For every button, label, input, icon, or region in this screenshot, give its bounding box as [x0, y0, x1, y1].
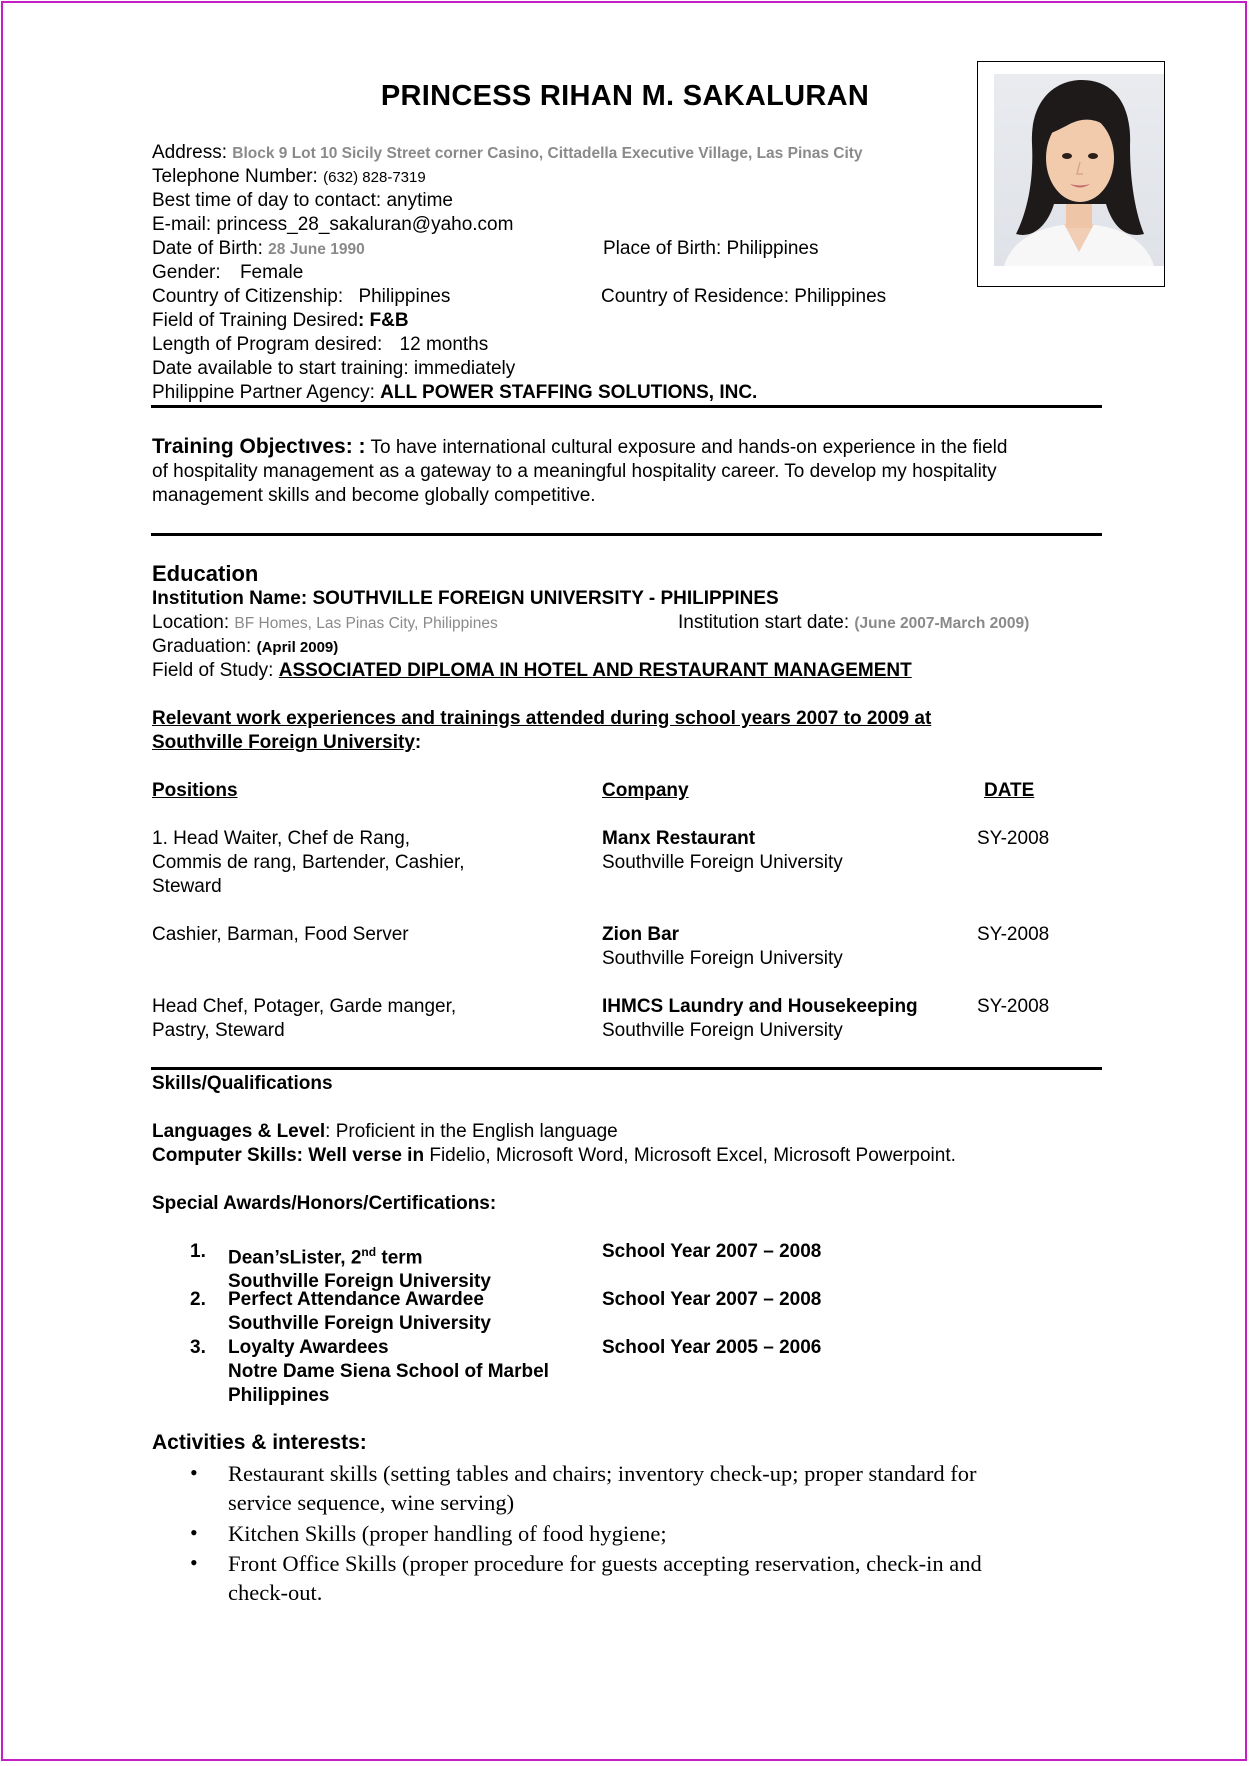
start-label: Institution start date: [678, 612, 850, 633]
start-date-line: Date available to start training: immediately [152, 358, 516, 379]
languages-line [152, 1120, 618, 1144]
activity-1 [228, 1459, 977, 1517]
objectives-text-1: To have international cultural exposure and hands-on experience in the field [370, 437, 1008, 458]
address-value: Block 9 Lot 10 Sicily Street corner Casino, Cittadella Executive Village, Las Pinas City [232, 145, 863, 162]
gender-label: Gender: [152, 262, 221, 283]
work-heading-colon: : [414, 732, 422, 753]
award-org: Southville Foreign University [228, 1313, 491, 1334]
gender-value: Female [239, 262, 304, 283]
activity-2 [228, 1519, 667, 1548]
company-sub: Southville Foreign University [602, 1020, 843, 1041]
address-label: Address: [152, 142, 227, 163]
agency-label: Philippine Partner Agency: [152, 382, 375, 403]
email-line: E-mail: princess_28_sakaluran@yaho.com [152, 214, 514, 235]
location-value: BF Homes, Las Pinas City, Philippines [234, 615, 498, 632]
training-field-value: : F&B [357, 310, 409, 331]
bullet-icon: • [190, 1520, 198, 1545]
graduation-value: (April 2009) [256, 639, 339, 656]
address-line [152, 141, 863, 166]
program-length-line [152, 333, 488, 357]
awards-heading: Special Awards/Honors/Certifications: [152, 1193, 497, 1214]
award-org: Southville Foreign University [228, 1271, 491, 1293]
training-field-line [152, 309, 409, 333]
position-line: Steward [152, 876, 222, 897]
row-2-company [602, 923, 843, 971]
citizenship-value: Philippines [358, 286, 451, 307]
field-value: ASSOCIATED DIPLOMA IN HOTEL AND RESTAURANT MANAGEMENT [278, 660, 912, 681]
activity-line: Kitchen Skills (proper handling of food hygiene; [228, 1521, 667, 1546]
languages-label: Languages & Level [152, 1121, 326, 1142]
row-2-date: SY-2008 [977, 924, 1050, 945]
row-3-company [602, 995, 918, 1043]
row-1-company [602, 827, 843, 875]
divider [151, 405, 1102, 408]
objectives-line-2: of hospitality management as a gateway to a meaningful hospitality career. To develop my hospitality [152, 461, 997, 482]
education-heading: Education [152, 561, 259, 586]
row-1-positions [152, 827, 465, 899]
company-sub: Southville Foreign University [602, 948, 843, 969]
col-positions: Positions [152, 780, 238, 801]
bullet-icon: • [190, 1460, 198, 1485]
award-sup: nd [361, 1245, 377, 1259]
award-title: Perfect Attendance Awardee [228, 1289, 484, 1310]
languages-value: : Proficient in the English language [325, 1121, 618, 1142]
telephone-line [152, 165, 426, 190]
citizenship-label: Country of Citizenship: [152, 286, 344, 307]
gender-line [152, 261, 303, 285]
location-label: Location: [152, 612, 230, 633]
activity-line: Restaurant skills (setting tables and chairs; inventory check-up; proper standard for [228, 1461, 977, 1486]
award-title: Loyalty Awardees [228, 1337, 389, 1358]
divider [151, 1067, 1102, 1070]
telephone-value: (632) 828-7319 [323, 169, 426, 186]
company-sub: Southville Foreign University [602, 852, 843, 873]
position-line: 1. Head Waiter, Chef de Rang, [152, 828, 411, 849]
dob-line [152, 237, 365, 262]
dob-value: 28 June 1990 [268, 241, 365, 258]
computer-label: Computer Skills: Well verse in [152, 1145, 425, 1166]
award-3 [228, 1336, 549, 1408]
candidate-name: PRINCESS RIHAN M. SAKALURAN [380, 80, 870, 112]
computer-value: Fidelio, Microsoft Word, Microsoft Excel, Microsoft Powerpoint. [429, 1145, 956, 1166]
col-company: Company [602, 780, 689, 801]
activity-3 [228, 1549, 982, 1607]
award-2-num: 2. [190, 1289, 206, 1310]
telephone-label: Telephone Number: [152, 166, 318, 187]
award-org: Notre Dame Siena School of Marbel [228, 1361, 549, 1382]
award-1-year: School Year 2007 – 2008 [602, 1241, 822, 1262]
training-field-label: Field of Training Desired [152, 310, 358, 331]
row-1-date: SY-2008 [977, 828, 1050, 849]
pob-line: Place of Birth: Philippines [603, 238, 819, 259]
award-title: Dean’sLister, 2 [228, 1247, 362, 1269]
objectives-line-1 [152, 435, 1007, 460]
award-2-year: School Year 2007 – 2008 [602, 1289, 822, 1310]
divider [151, 533, 1102, 536]
award-3-num: 3. [190, 1337, 206, 1358]
graduation-line [152, 635, 338, 660]
company-name: Zion Bar [602, 924, 680, 945]
company-name: IHMCS Laundry and Housekeeping [602, 996, 918, 1017]
row-3-positions [152, 995, 456, 1043]
row-3-date: SY-2008 [977, 996, 1050, 1017]
award-org-2: Philippines [228, 1385, 330, 1406]
position-line: Cashier, Barman, Food Server [152, 924, 409, 945]
citizenship-line [152, 285, 450, 309]
computer-skills-line [152, 1144, 956, 1168]
bullet-icon: • [190, 1550, 198, 1575]
award-2 [228, 1288, 491, 1336]
agency-line [152, 381, 757, 405]
agency-value: ALL POWER STAFFING SOLUTIONS, INC. [380, 382, 758, 403]
award-title-end: term [376, 1247, 423, 1269]
award-1 [228, 1240, 491, 1294]
program-length-value: 12 months [399, 334, 489, 355]
position-line: Pastry, Steward [152, 1020, 285, 1041]
graduation-label: Graduation: [152, 636, 252, 657]
program-length-label: Length of Program desired: [152, 334, 383, 355]
start-value: (June 2007-March 2009) [854, 615, 1030, 632]
row-2-positions [152, 923, 409, 947]
position-line: Head Chef, Potager, Garde manger, [152, 996, 457, 1017]
award-3-year: School Year 2005 – 2006 [602, 1337, 822, 1358]
field-label: Field of Study: [152, 660, 274, 681]
start-date-edu-line [678, 611, 1029, 636]
work-heading-2-text: Southville Foreign University [152, 732, 415, 753]
work-heading-2 [152, 731, 421, 755]
award-1-num: 1. [190, 1241, 206, 1262]
activities-heading: Activities & interests: [152, 1431, 367, 1454]
activity-line: Front Office Skills (proper procedure for guests accepting reservation, check-in and [228, 1551, 982, 1576]
dob-label: Date of Birth: [152, 238, 263, 259]
position-line: Commis de rang, Bartender, Cashier, [152, 852, 465, 873]
institution-name: Institution Name: SOUTHVILLE FOREIGN UNIVERSITY - PHILIPPINES [152, 588, 779, 609]
col-date: DATE [984, 780, 1035, 801]
activity-line: service sequence, wine serving) [228, 1490, 515, 1515]
work-heading-1: Relevant work experiences and trainings attended during school years 2007 to 2009 at [152, 708, 932, 729]
best-time-line: Best time of day to contact: anytime [152, 190, 453, 211]
objectives-heading: Training Objectıves: : [152, 435, 366, 458]
objectives-line-3: management skills and become globally competitive. [152, 485, 596, 506]
skills-heading: Skills/Qualifications [152, 1073, 333, 1094]
residence-line: Country of Residence: Philippines [601, 286, 887, 307]
profile-photo [994, 74, 1164, 266]
location-line [152, 611, 498, 636]
company-name: Manx Restaurant [602, 828, 756, 849]
field-of-study-line [152, 659, 912, 683]
photo-frame [977, 61, 1165, 287]
activity-line: check-out. [228, 1580, 323, 1605]
